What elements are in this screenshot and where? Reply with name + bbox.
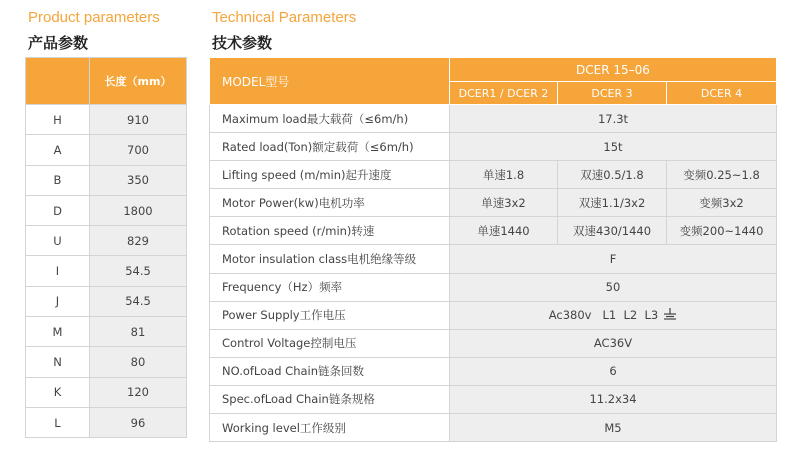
table-row	[26, 135, 187, 165]
spec-value-text: 17.3t	[597, 111, 629, 126]
param-value: 80	[90, 347, 187, 377]
spec-label: Frequency（Hz）频率	[210, 273, 450, 301]
param-value: 700	[90, 135, 187, 165]
spec-value	[450, 105, 777, 133]
spec-value: 变频200~1440	[667, 217, 777, 245]
param-key: I	[26, 256, 90, 286]
spec-label: Control Voltage控制电压	[210, 329, 450, 357]
table-row	[210, 189, 777, 217]
param-key: L	[26, 407, 90, 437]
product-parameters-title-en: Product parameters	[28, 9, 160, 26]
spec-label: Rotation speed (r/min)转速	[210, 217, 450, 245]
param-value: 96	[90, 407, 187, 437]
table-row	[26, 347, 187, 377]
spec-label: Power Supply工作电压	[210, 301, 450, 329]
param-value: 910	[90, 105, 187, 135]
table-row	[210, 245, 777, 273]
table-row	[210, 385, 777, 413]
product-header-row	[26, 58, 187, 105]
spec-value-text: 6	[609, 364, 617, 379]
table-row	[26, 407, 187, 437]
spec-label: Lifting speed (m/min)起升速度	[210, 161, 450, 189]
spec-label: NO.ofLoad Chain链条回数	[210, 357, 450, 385]
param-key: H	[26, 105, 90, 135]
spec-value	[450, 329, 777, 357]
table-row	[210, 273, 777, 301]
technical-parameters-table	[209, 57, 777, 442]
spec-value-text: 15t	[603, 139, 623, 154]
spec-label: Spec.ofLoad Chain链条规格	[210, 385, 450, 413]
spec-label: Working level工作级别	[210, 414, 450, 442]
spec-value	[450, 357, 777, 385]
spec-value	[450, 133, 777, 161]
param-key: D	[26, 195, 90, 225]
param-key: B	[26, 165, 90, 195]
table-row	[210, 357, 777, 385]
param-key: J	[26, 286, 90, 316]
spec-value-text: 50	[605, 280, 621, 295]
sub-model-2: DCER 3	[558, 82, 667, 105]
table-row	[210, 161, 777, 189]
table-row	[26, 377, 187, 407]
param-value: 81	[90, 317, 187, 347]
param-value: 829	[90, 226, 187, 256]
technical-parameters-title-cn: 技术参数	[212, 34, 273, 52]
param-value: 1800	[90, 195, 187, 225]
param-key: U	[26, 226, 90, 256]
param-key: K	[26, 377, 90, 407]
table-row	[26, 105, 187, 135]
spec-label: Maximum load最大载荷（≤6m/h)	[210, 105, 450, 133]
spec-value: 单速3x2	[450, 189, 558, 217]
sub-model-3: DCER 4	[667, 82, 777, 105]
spec-value: 双速0.5/1.8	[558, 161, 667, 189]
tech-header-row	[210, 58, 777, 82]
table-row	[210, 133, 777, 161]
spec-value: 双速430/1440	[558, 217, 667, 245]
table-row	[26, 195, 187, 225]
table-row	[210, 329, 777, 357]
spec-label: Motor insulation class电机绝缘等级	[210, 245, 450, 273]
spec-label: Rated load(Ton)额定载荷（≤6m/h)	[210, 133, 450, 161]
ground-icon	[663, 308, 677, 320]
product-parameters-table	[25, 57, 187, 438]
spec-value: 单速1.8	[450, 161, 558, 189]
table-row	[26, 286, 187, 316]
param-value: 54.5	[90, 286, 187, 316]
spec-value	[450, 414, 777, 442]
spec-value: 单速1440	[450, 217, 558, 245]
spec-value: 双速1.1/3x2	[558, 189, 667, 217]
param-value: 120	[90, 377, 187, 407]
product-parameters-title-cn: 产品参数	[28, 34, 89, 52]
model-group-header: DCER 15–06	[450, 58, 777, 82]
product-header-length: 长度（mm）	[90, 58, 187, 105]
table-row	[26, 317, 187, 347]
technical-parameters-title-en: Technical Parameters	[212, 9, 357, 26]
spec-value	[450, 385, 777, 413]
model-header: MODEL型号	[210, 58, 450, 105]
spec-value	[450, 245, 777, 273]
param-key: A	[26, 135, 90, 165]
spec-value: 变频0.25~1.8	[667, 161, 777, 189]
table-row	[210, 414, 777, 442]
sub-model-1: DCER1 / DCER 2	[450, 82, 558, 105]
spec-value-text: Ac380v L1 L2 L3	[548, 308, 659, 323]
param-key: M	[26, 317, 90, 347]
param-key: N	[26, 347, 90, 377]
table-row	[210, 217, 777, 245]
table-row	[210, 301, 777, 329]
spec-value	[450, 273, 777, 301]
spec-value-text: M5	[604, 420, 622, 435]
table-row	[26, 226, 187, 256]
table-row	[26, 256, 187, 286]
spec-value-text: 11.2x34	[589, 392, 637, 407]
spec-value	[450, 301, 777, 329]
spec-value-text: AC36V	[593, 336, 633, 351]
product-header-key	[26, 58, 90, 105]
spec-label: Motor Power(kw)电机功率	[210, 189, 450, 217]
param-value: 54.5	[90, 256, 187, 286]
param-value: 350	[90, 165, 187, 195]
spec-value-text: F	[609, 252, 617, 267]
table-row	[210, 105, 777, 133]
spec-value: 变频3x2	[667, 189, 777, 217]
table-row	[26, 165, 187, 195]
